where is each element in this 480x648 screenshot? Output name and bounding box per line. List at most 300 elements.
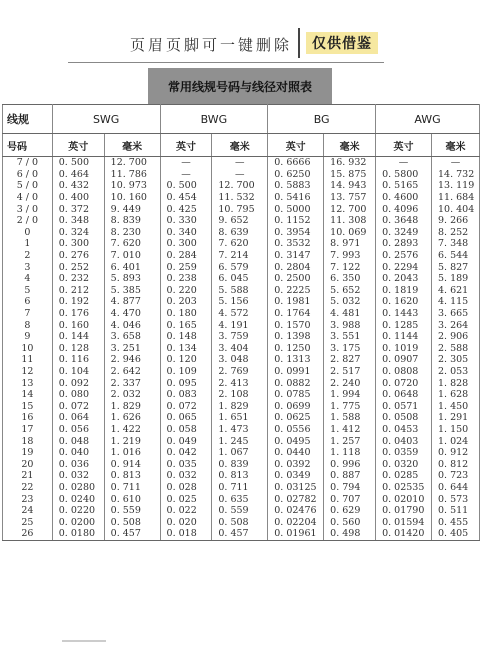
table-row [3, 238, 480, 250]
awg-inch-cell: 0. 02535 [376, 482, 432, 494]
gauge-number-cell: 16 [3, 412, 53, 424]
table-row [3, 400, 480, 412]
table-row [3, 227, 480, 239]
gauge-number-cell: 22 [3, 482, 53, 494]
awg-mm-cell: 0. 405 [431, 528, 479, 540]
gauge-number-cell: 6 / 0 [3, 169, 53, 181]
awg-inch-cell: 0. 0571 [376, 400, 432, 412]
awg-inch-cell: 0. 0907 [376, 354, 432, 366]
bg-inch-cell: 0. 02782 [268, 493, 324, 505]
table-row [3, 203, 480, 215]
awg-inch-cell: 0. 1019 [376, 343, 432, 355]
gauge-number-cell: 2 / 0 [3, 215, 53, 227]
awg-inch-cell: 0. 0320 [376, 458, 432, 470]
table-row [3, 366, 480, 378]
bwg-mm-cell: 7. 620 [212, 238, 268, 250]
bg-mm-cell: 3. 988 [324, 319, 376, 331]
bg-inch-cell: 0. 1981 [268, 296, 324, 308]
awg-mm-cell: 1. 828 [431, 377, 479, 389]
bg-mm-cell: 1. 257 [324, 435, 376, 447]
gauge-table [2, 104, 480, 541]
swg-mm-cell: 10. 160 [104, 192, 160, 204]
table-row [3, 308, 480, 320]
gauge-number-cell: 3 / 0 [3, 203, 53, 215]
table-row [3, 215, 480, 227]
bwg-inch-cell: 0. 028 [160, 482, 212, 494]
bwg-mm-cell: 1. 473 [212, 424, 268, 436]
awg-inch-cell: 0. 2576 [376, 250, 432, 262]
bg-inch-cell: 0. 0392 [268, 458, 324, 470]
swg-mm-cell: 1. 626 [104, 412, 160, 424]
awg-mm-cell: 2. 053 [431, 366, 479, 378]
bg-inch-cell: 0. 1570 [268, 319, 324, 331]
bg-inch-header: 英寸 [268, 134, 324, 157]
table-row [3, 470, 480, 482]
swg-inch-cell: 0. 400 [52, 192, 104, 204]
bg-mm-cell: 3. 551 [324, 331, 376, 343]
awg-mm-cell: 10. 404 [431, 203, 479, 215]
awg-mm-cell: 0. 455 [431, 516, 479, 528]
bwg-mm-cell: 1. 651 [212, 412, 268, 424]
swg-inch-cell: 0. 0240 [52, 493, 104, 505]
bg-inch-cell: 0. 02204 [268, 516, 324, 528]
swg-mm-cell: 0. 813 [104, 470, 160, 482]
swg-mm-cell: 4. 470 [104, 308, 160, 320]
bg-inch-cell: 0. 1250 [268, 343, 324, 355]
awg-inch-header: 英寸 [376, 134, 432, 157]
bwg-mm-cell: 10. 795 [212, 203, 268, 215]
bwg-mm-cell: 0. 559 [212, 505, 268, 517]
awg-mm-cell: 0. 644 [431, 482, 479, 494]
bg-mm-cell: 0. 794 [324, 482, 376, 494]
awg-inch-cell: 0. 0285 [376, 470, 432, 482]
swg-mm-cell: 0. 508 [104, 516, 160, 528]
table-row [3, 285, 480, 297]
gauge-number-cell: 18 [3, 435, 53, 447]
bwg-inch-cell: 0. 340 [160, 227, 212, 239]
bwg-mm-cell: 1. 829 [212, 400, 268, 412]
awg-inch-cell: 0. 0453 [376, 424, 432, 436]
bg-mm-cell: 3. 175 [324, 343, 376, 355]
swg-inch-cell: 0. 0200 [52, 516, 104, 528]
gauge-number-cell: 24 [3, 505, 53, 517]
header-row-units [3, 134, 480, 157]
awg-mm-cell: 11. 684 [431, 192, 479, 204]
awg-mm-cell: 1. 628 [431, 389, 479, 401]
awg-mm-cell: 5. 189 [431, 273, 479, 285]
swg-inch-cell: 0. 040 [52, 447, 104, 459]
bg-mm-cell: 1. 412 [324, 424, 376, 436]
group-bg: BG [268, 105, 376, 134]
bwg-mm-cell: 5. 156 [212, 296, 268, 308]
bg-mm-cell: 10. 069 [324, 227, 376, 239]
bwg-mm-header: 毫米 [212, 134, 268, 157]
awg-mm-cell: 0. 812 [431, 458, 479, 470]
awg-inch-cell: 0. 1443 [376, 308, 432, 320]
table-row [3, 482, 480, 494]
bg-inch-cell: 0. 0991 [268, 366, 324, 378]
bg-inch-cell: 0. 0556 [268, 424, 324, 436]
bg-inch-cell: 0. 0699 [268, 400, 324, 412]
swg-inch-cell: 0. 104 [52, 366, 104, 378]
bwg-inch-cell: 0. 022 [160, 505, 212, 517]
bg-inch-cell: 0. 02476 [268, 505, 324, 517]
awg-mm-cell: 9. 266 [431, 215, 479, 227]
bwg-inch-cell: 0. 454 [160, 192, 212, 204]
bwg-inch-cell: 0. 180 [160, 308, 212, 320]
table-row [3, 250, 480, 262]
awg-mm-cell: 0. 511 [431, 505, 479, 517]
swg-inch-cell: 0. 432 [52, 180, 104, 192]
swg-inch-cell: 0. 048 [52, 435, 104, 447]
swg-mm-cell: 0. 914 [104, 458, 160, 470]
table-row [3, 192, 480, 204]
gauge-number-cell: 5 [3, 285, 53, 297]
table-row [3, 169, 480, 181]
table-row [3, 516, 480, 528]
bwg-inch-cell: 0. 035 [160, 458, 212, 470]
awg-inch-cell: 0. 2893 [376, 238, 432, 250]
swg-mm-cell: 2. 946 [104, 354, 160, 366]
bg-inch-cell: 0. 0349 [268, 470, 324, 482]
bwg-inch-cell: 0. 095 [160, 377, 212, 389]
gauge-number-cell: 5 / 0 [3, 180, 53, 192]
swg-mm-cell: 0. 559 [104, 505, 160, 517]
bwg-mm-cell: — [212, 157, 268, 169]
bg-mm-cell: 2. 517 [324, 366, 376, 378]
awg-inch-cell: 0. 3648 [376, 215, 432, 227]
bwg-inch-cell: 0. 238 [160, 273, 212, 285]
awg-inch-cell: 0. 5165 [376, 180, 432, 192]
swg-mm-cell: 2. 642 [104, 366, 160, 378]
swg-inch-cell: 0. 092 [52, 377, 104, 389]
bg-inch-cell: 0. 1398 [268, 331, 324, 343]
gauge-number-cell: 14 [3, 389, 53, 401]
swg-mm-cell: 12. 700 [104, 157, 160, 169]
swg-inch-cell: 0. 300 [52, 238, 104, 250]
awg-mm-cell: 2. 305 [431, 354, 479, 366]
bg-mm-cell: 11. 308 [324, 215, 376, 227]
bwg-inch-cell: 0. 083 [160, 389, 212, 401]
table-row [3, 180, 480, 192]
bwg-mm-cell: 11. 532 [212, 192, 268, 204]
bwg-inch-cell: 0. 259 [160, 261, 212, 273]
swg-inch-cell: 0. 500 [52, 157, 104, 169]
awg-inch-cell: 0. 3249 [376, 227, 432, 239]
awg-mm-cell: 1. 024 [431, 435, 479, 447]
bwg-mm-cell: 0. 711 [212, 482, 268, 494]
swg-inch-cell: 0. 064 [52, 412, 104, 424]
table-row [3, 273, 480, 285]
bwg-mm-cell: 3. 048 [212, 354, 268, 366]
bwg-inch-cell: 0. 018 [160, 528, 212, 540]
bg-mm-cell: 15. 875 [324, 169, 376, 181]
awg-inch-cell: 0. 0720 [376, 377, 432, 389]
swg-inch-cell: 0. 056 [52, 424, 104, 436]
gauge-number-cell: 7 / 0 [3, 157, 53, 169]
swg-inch-cell: 0. 212 [52, 285, 104, 297]
awg-inch-cell: 0. 01790 [376, 505, 432, 517]
table-row [3, 412, 480, 424]
bwg-inch-cell: 0. 425 [160, 203, 212, 215]
bwg-inch-cell: 0. 165 [160, 319, 212, 331]
gauge-number-cell: 20 [3, 458, 53, 470]
bwg-inch-cell: 0. 032 [160, 470, 212, 482]
awg-inch-cell: 0. 01420 [376, 528, 432, 540]
bg-mm-cell: 12. 700 [324, 203, 376, 215]
bwg-inch-cell: 0. 134 [160, 343, 212, 355]
swg-mm-cell: 7. 010 [104, 250, 160, 262]
bg-mm-cell: 1. 588 [324, 412, 376, 424]
bwg-inch-cell: 0. 049 [160, 435, 212, 447]
gauge-number-cell: 19 [3, 447, 53, 459]
page-header [0, 0, 480, 70]
swg-inch-cell: 0. 036 [52, 458, 104, 470]
bg-inch-cell: 0. 5000 [268, 203, 324, 215]
bwg-mm-cell: 0. 457 [212, 528, 268, 540]
swg-inch-cell: 0. 324 [52, 227, 104, 239]
bwg-mm-cell: 3. 404 [212, 343, 268, 355]
awg-inch-cell: 0. 1620 [376, 296, 432, 308]
bwg-mm-cell: 0. 813 [212, 470, 268, 482]
header-rule [68, 62, 384, 63]
bg-mm-cell: 0. 707 [324, 493, 376, 505]
gauge-number-cell: 21 [3, 470, 53, 482]
swg-inch-cell: 0. 464 [52, 169, 104, 181]
swg-inch-cell: 0. 0220 [52, 505, 104, 517]
table-row [3, 343, 480, 355]
bwg-inch-cell: — [160, 169, 212, 181]
bwg-inch-cell: 0. 025 [160, 493, 212, 505]
bg-inch-cell: 0. 3532 [268, 238, 324, 250]
awg-inch-cell: 0. 1819 [376, 285, 432, 297]
bg-mm-cell: 0. 887 [324, 470, 376, 482]
swg-mm-cell: 7. 620 [104, 238, 160, 250]
gauge-number-cell: 12 [3, 366, 53, 378]
gauge-number-cell: 4 / 0 [3, 192, 53, 204]
gauge-number-cell: 10 [3, 343, 53, 355]
table-row [3, 435, 480, 447]
gauge-number-cell: 1 [3, 238, 53, 250]
bg-inch-cell: 0. 1313 [268, 354, 324, 366]
table-row [3, 319, 480, 331]
bg-inch-cell: 0. 01961 [268, 528, 324, 540]
bg-mm-cell: 7. 122 [324, 261, 376, 273]
bg-inch-cell: 0. 3954 [268, 227, 324, 239]
swg-inch-cell: 0. 372 [52, 203, 104, 215]
swg-mm-cell: 0. 457 [104, 528, 160, 540]
bwg-inch-cell: 0. 065 [160, 412, 212, 424]
awg-inch-cell: 0. 0648 [376, 389, 432, 401]
bg-mm-cell: 5. 032 [324, 296, 376, 308]
bg-mm-cell: 6. 350 [324, 273, 376, 285]
bwg-mm-cell: 12. 700 [212, 180, 268, 192]
bwg-mm-cell: 1. 245 [212, 435, 268, 447]
swg-mm-cell: 9. 449 [104, 203, 160, 215]
awg-inch-cell: 0. 4096 [376, 203, 432, 215]
bg-inch-cell: 0. 5416 [268, 192, 324, 204]
bg-mm-cell: 5. 652 [324, 285, 376, 297]
bwg-inch-cell: 0. 220 [160, 285, 212, 297]
awg-mm-cell: 1. 150 [431, 424, 479, 436]
awg-mm-cell: 6. 544 [431, 250, 479, 262]
awg-mm-cell: 8. 252 [431, 227, 479, 239]
bwg-inch-header: 英寸 [160, 134, 212, 157]
swg-inch-cell: 0. 072 [52, 400, 104, 412]
swg-mm-header: 毫米 [104, 134, 160, 157]
bwg-inch-cell: 0. 072 [160, 400, 212, 412]
bwg-mm-cell: 2. 108 [212, 389, 268, 401]
awg-inch-cell: 0. 2043 [376, 273, 432, 285]
bwg-inch-cell: 0. 284 [160, 250, 212, 262]
bg-mm-cell: 8. 971 [324, 238, 376, 250]
bg-mm-cell: 1. 118 [324, 447, 376, 459]
bwg-inch-cell: 0. 109 [160, 366, 212, 378]
bwg-inch-cell: 0. 042 [160, 447, 212, 459]
awg-inch-cell: 0. 01594 [376, 516, 432, 528]
awg-inch-cell: 0. 0508 [376, 412, 432, 424]
gauge-number-cell: 11 [3, 354, 53, 366]
table-row [3, 331, 480, 343]
bwg-mm-cell: 0. 635 [212, 493, 268, 505]
gauge-number-cell: 4 [3, 273, 53, 285]
bwg-mm-cell: — [212, 169, 268, 181]
awg-mm-cell: 3. 264 [431, 319, 479, 331]
awg-inch-cell: 0. 1144 [376, 331, 432, 343]
bg-mm-cell: 0. 560 [324, 516, 376, 528]
awg-inch-cell: — [376, 157, 432, 169]
header-text: 页眉页脚可一键删除 [130, 36, 293, 54]
gauge-number-cell: 3 [3, 261, 53, 273]
swg-mm-cell: 1. 219 [104, 435, 160, 447]
bg-inch-cell: 0. 2804 [268, 261, 324, 273]
bg-mm-cell: 0. 498 [324, 528, 376, 540]
bg-mm-cell: 1. 775 [324, 400, 376, 412]
awg-inch-cell: 0. 0403 [376, 435, 432, 447]
awg-mm-cell: 0. 912 [431, 447, 479, 459]
swg-mm-cell: 3. 251 [104, 343, 160, 355]
group-swg: SWG [52, 105, 160, 134]
awg-inch-cell: 0. 1285 [376, 319, 432, 331]
gauge-label: 线规 [3, 105, 53, 134]
bwg-inch-cell: 0. 020 [160, 516, 212, 528]
table-row [3, 354, 480, 366]
awg-mm-cell: 4. 115 [431, 296, 479, 308]
swg-inch-cell: 0. 176 [52, 308, 104, 320]
gauge-number-cell: 25 [3, 516, 53, 528]
bwg-inch-cell: 0. 203 [160, 296, 212, 308]
bg-inch-cell: 0. 3147 [268, 250, 324, 262]
table-row [3, 377, 480, 389]
bg-mm-cell: 14. 943 [324, 180, 376, 192]
bwg-inch-cell: 0. 330 [160, 215, 212, 227]
bg-mm-cell: 13. 757 [324, 192, 376, 204]
bg-inch-cell: 0. 0625 [268, 412, 324, 424]
swg-mm-cell: 5. 893 [104, 273, 160, 285]
group-bwg: BWG [160, 105, 268, 134]
swg-mm-cell: 0. 711 [104, 482, 160, 494]
swg-inch-cell: 0. 116 [52, 354, 104, 366]
bg-inch-cell: 0. 5883 [268, 180, 324, 192]
gauge-number-cell: 15 [3, 400, 53, 412]
table-row [3, 424, 480, 436]
gauge-number-cell: 23 [3, 493, 53, 505]
bwg-mm-cell: 5. 588 [212, 285, 268, 297]
swg-inch-cell: 0. 276 [52, 250, 104, 262]
bg-inch-cell: 0. 0440 [268, 447, 324, 459]
awg-mm-cell: 3. 665 [431, 308, 479, 320]
swg-mm-cell: 3. 658 [104, 331, 160, 343]
bg-mm-header: 毫米 [324, 134, 376, 157]
awg-inch-cell: 0. 0359 [376, 447, 432, 459]
header-row-groups [3, 105, 480, 134]
awg-mm-cell: 1. 450 [431, 400, 479, 412]
table-row [3, 528, 480, 540]
awg-mm-cell: 2. 588 [431, 343, 479, 355]
gauge-number-cell: 7 [3, 308, 53, 320]
gauge-number-cell: 8 [3, 319, 53, 331]
awg-mm-cell: 14. 732 [431, 169, 479, 181]
table-row [3, 296, 480, 308]
bg-inch-cell: 0. 0882 [268, 377, 324, 389]
awg-inch-cell: 0. 02010 [376, 493, 432, 505]
swg-mm-cell: 8. 839 [104, 215, 160, 227]
bg-inch-cell: 0. 0495 [268, 435, 324, 447]
bwg-mm-cell: 1. 067 [212, 447, 268, 459]
swg-inch-cell: 0. 128 [52, 343, 104, 355]
bwg-inch-cell: 0. 500 [160, 180, 212, 192]
awg-inch-cell: 0. 4600 [376, 192, 432, 204]
bg-inch-cell: 0. 1152 [268, 215, 324, 227]
swg-mm-cell: 4. 046 [104, 319, 160, 331]
awg-inch-cell: 0. 5800 [376, 169, 432, 181]
gauge-number-cell: 17 [3, 424, 53, 436]
gauge-number-cell: 26 [3, 528, 53, 540]
table-title: 常用线规号码与线径对照表 [148, 68, 332, 104]
swg-inch-cell: 0. 0280 [52, 482, 104, 494]
table-row [3, 447, 480, 459]
awg-mm-header: 毫米 [431, 134, 479, 157]
swg-mm-cell: 0. 610 [104, 493, 160, 505]
bwg-mm-cell: 4. 572 [212, 308, 268, 320]
gauge-number-cell: 9 [3, 331, 53, 343]
swg-inch-cell: 0. 348 [52, 215, 104, 227]
bg-inch-cell: 0. 6250 [268, 169, 324, 181]
swg-inch-header: 英寸 [52, 134, 104, 157]
bwg-inch-cell: 0. 148 [160, 331, 212, 343]
awg-mm-cell: 2. 906 [431, 331, 479, 343]
bwg-mm-cell: 4. 191 [212, 319, 268, 331]
bwg-inch-cell: 0. 300 [160, 238, 212, 250]
bwg-mm-cell: 2. 413 [212, 377, 268, 389]
awg-mm-cell: 5. 827 [431, 261, 479, 273]
bg-inch-cell: 0. 2225 [268, 285, 324, 297]
awg-mm-cell: 1. 291 [431, 412, 479, 424]
swg-mm-cell: 1. 422 [104, 424, 160, 436]
bwg-mm-cell: 3. 759 [212, 331, 268, 343]
swg-mm-cell: 1. 016 [104, 447, 160, 459]
group-awg: AWG [376, 105, 480, 134]
bwg-mm-cell: 6. 579 [212, 261, 268, 273]
gauge-number-cell: 2 [3, 250, 53, 262]
bwg-inch-cell: 0. 120 [160, 354, 212, 366]
awg-mm-cell: 13. 119 [431, 180, 479, 192]
bg-mm-cell: 16. 932 [324, 157, 376, 169]
swg-inch-cell: 0. 0180 [52, 528, 104, 540]
bwg-mm-cell: 0. 839 [212, 458, 268, 470]
swg-mm-cell: 2. 032 [104, 389, 160, 401]
awg-mm-cell: 0. 573 [431, 493, 479, 505]
